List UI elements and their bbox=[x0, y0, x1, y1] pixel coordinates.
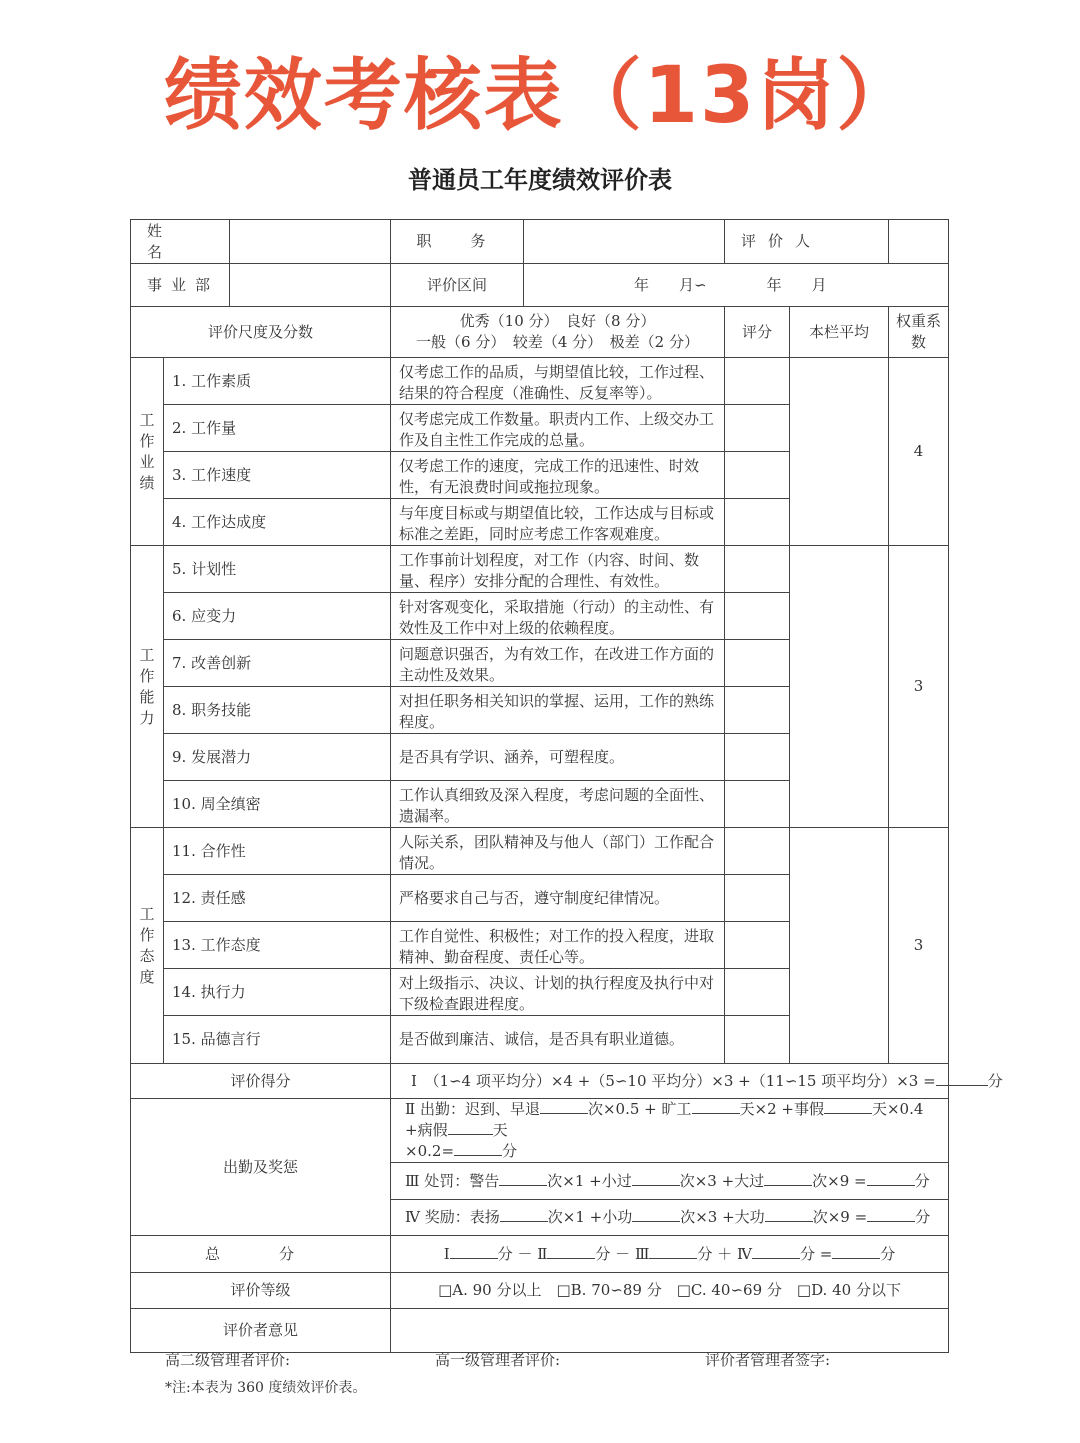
period-label: 评价区间 bbox=[391, 264, 524, 307]
group-label-attitude: 工 作 态 度 bbox=[131, 828, 164, 1064]
score-cell[interactable] bbox=[725, 1016, 790, 1064]
criterion-label: 9. 发展潜力 bbox=[164, 734, 391, 781]
evaluator-manager-signature: 评价者管理者签字: bbox=[705, 1351, 831, 1369]
score-cell[interactable] bbox=[725, 640, 790, 687]
criterion-label: 1. 工作素质 bbox=[164, 358, 391, 405]
criterion-description: 工作事前计划程度，对工作（内容、时间、数量、程序）安排分配的合理性、有效性。 bbox=[391, 546, 725, 593]
criterion-label: 8. 职务技能 bbox=[164, 687, 391, 734]
grade-label: 评价等级 bbox=[131, 1273, 391, 1309]
group-label-performance: 工 作 业 绩 bbox=[131, 358, 164, 546]
evaluator-field[interactable] bbox=[889, 220, 949, 264]
group-label-ability: 工 作 能 力 bbox=[131, 546, 164, 828]
criterion-description: 工作认真细致及深入程度，考虑问题的全面性、遗漏率。 bbox=[391, 781, 725, 828]
criterion-label: 11. 合作性 bbox=[164, 828, 391, 875]
score-cell[interactable] bbox=[725, 922, 790, 969]
criterion-description: 仅考虑工作的品质，与期望值比较，工作过程、结果的符合程度（准确性、反复率等）。 bbox=[391, 358, 725, 405]
period-value[interactable]: 年 月∽ 年 月 bbox=[524, 264, 949, 307]
name-label: 姓 名 bbox=[131, 220, 230, 264]
score-cell[interactable] bbox=[725, 969, 790, 1016]
total-label: 总 分 bbox=[131, 1236, 391, 1273]
criterion-description: 对上级指示、决议、计划的执行程度及执行中对下级检查跟进程度。 bbox=[391, 969, 725, 1016]
form-subtitle: 普通员工年度绩效评价表 bbox=[408, 166, 672, 194]
absent-blank[interactable] bbox=[692, 1099, 740, 1114]
opinion-label: 评价者意见 bbox=[131, 1309, 391, 1353]
score-cell[interactable] bbox=[725, 875, 790, 922]
total-i-blank[interactable] bbox=[450, 1244, 498, 1259]
evaluation-table bbox=[130, 219, 1003, 1353]
scale-label: 评价尺度及分数 bbox=[131, 307, 391, 358]
position-label: 职 务 bbox=[391, 220, 524, 264]
average-cell-ability[interactable] bbox=[790, 546, 889, 828]
page-title: 绩效考核表（13岗） bbox=[163, 51, 917, 141]
second-level-manager-signature: 高二级管理者评价: bbox=[165, 1351, 291, 1369]
weight-cell-ability: 3 bbox=[889, 546, 949, 828]
criterion-description: 严格要求自己与否，遵守制度纪律情况。 bbox=[391, 875, 725, 922]
personal-leave-blank[interactable] bbox=[824, 1099, 872, 1114]
criterion-label: 10. 周全缜密 bbox=[164, 781, 391, 828]
weight-cell-attitude: 3 bbox=[889, 828, 949, 1064]
criterion-description: 仅考虑工作的速度，完成工作的迅速性、时效性，有无浪费时间或拖拉现象。 bbox=[391, 452, 725, 499]
total-ii-blank[interactable] bbox=[547, 1244, 595, 1259]
penalty-result-blank[interactable] bbox=[867, 1171, 915, 1186]
criterion-label: 12. 责任感 bbox=[164, 875, 391, 922]
total-iv-blank[interactable] bbox=[752, 1244, 800, 1259]
criterion-description: 与年度目标或与期望值比较，工作达成与目标或标准之差距，同时应考虑工作客观难度。 bbox=[391, 499, 725, 546]
attendance-line: Ⅱ 出勤：迟到、早退 次×0.5 + 旷工 天×2 +事假 天×0.4 +病假 天 ×0.2= 分 bbox=[391, 1099, 949, 1163]
score-cell[interactable] bbox=[725, 499, 790, 546]
score-cell[interactable] bbox=[725, 828, 790, 875]
reward-result-blank[interactable] bbox=[867, 1207, 915, 1222]
late-blank[interactable] bbox=[540, 1099, 588, 1114]
dept-label: 事业部 bbox=[131, 264, 230, 307]
score-formula: Ⅰ （1∽4 项平均分）×4 +（5∽10 平均分）×3 +（11∽15 项平均分）×3 = 分 bbox=[391, 1064, 949, 1099]
scale-line-1: 优秀（10 分） 良好（8 分） bbox=[459, 312, 656, 330]
footnote: *注:本表为 360 度绩效评价表。 bbox=[165, 1380, 367, 1396]
average-cell-attitude[interactable] bbox=[790, 828, 889, 1064]
total-iii-blank[interactable] bbox=[649, 1244, 697, 1259]
evaluator-label: 评价人 bbox=[725, 220, 889, 264]
score-cell[interactable] bbox=[725, 358, 790, 405]
weight-cell-performance: 4 bbox=[889, 358, 949, 546]
scale-line-2: 一般（6 分） 较差（4 分） 极差（2 分） bbox=[416, 333, 699, 351]
reward-line: Ⅳ 奖励：表扬 次×1 +小功 次×3 +大功 次×9 = 分 bbox=[391, 1200, 949, 1236]
grade-options[interactable]: □A. 90 分以上 □B. 70∽89 分 □C. 40∽69 分 □D. 40 分以下 bbox=[391, 1273, 949, 1309]
criterion-label: 13. 工作态度 bbox=[164, 922, 391, 969]
criterion-description: 仅考虑完成工作数量。职责内工作、上级交办工作及自主性工作完成的总量。 bbox=[391, 405, 725, 452]
minor-merit-blank[interactable] bbox=[632, 1207, 680, 1222]
attendance-result-blank[interactable] bbox=[454, 1141, 502, 1156]
criterion-label: 15. 品德言行 bbox=[164, 1016, 391, 1064]
average-cell-performance[interactable] bbox=[790, 358, 889, 546]
criterion-label: 4. 工作达成度 bbox=[164, 499, 391, 546]
name-field[interactable] bbox=[230, 220, 391, 264]
first-level-manager-signature: 高一级管理者评价: bbox=[435, 1351, 561, 1369]
penalty-line: Ⅲ 处罚：警告 次×1 +小过 次×3 +大过 次×9 = 分 bbox=[391, 1163, 949, 1200]
criterion-description: 是否具有学识、涵养，可塑程度。 bbox=[391, 734, 725, 781]
total-formula: Ⅰ 分 － Ⅱ 分 － Ⅲ 分 ＋ Ⅳ 分 = 分 bbox=[391, 1236, 949, 1273]
total-result-blank[interactable] bbox=[832, 1244, 880, 1259]
average-header: 本栏平均 bbox=[790, 307, 889, 358]
praise-blank[interactable] bbox=[500, 1207, 548, 1222]
position-field[interactable] bbox=[524, 220, 725, 264]
score-total-label: 评价得分 bbox=[131, 1064, 391, 1099]
criterion-description: 对担任职务相关知识的掌握、运用，工作的熟练程度。 bbox=[391, 687, 725, 734]
criterion-description: 针对客观变化，采取措施（行动）的主动性、有效性及工作中对上级的依赖程度。 bbox=[391, 593, 725, 640]
criterion-description: 人际关系，团队精神及与他人（部门）工作配合情况。 bbox=[391, 828, 725, 875]
criterion-description: 是否做到廉洁、诚信，是否具有职业道德。 bbox=[391, 1016, 725, 1064]
major-demerit-blank[interactable] bbox=[764, 1171, 812, 1186]
opinion-field[interactable] bbox=[391, 1309, 949, 1353]
weight-header: 权重系数 bbox=[889, 307, 949, 358]
score-cell[interactable] bbox=[725, 546, 790, 593]
criterion-label: 2. 工作量 bbox=[164, 405, 391, 452]
score-cell[interactable] bbox=[725, 593, 790, 640]
score-cell[interactable] bbox=[725, 781, 790, 828]
minor-demerit-blank[interactable] bbox=[632, 1171, 680, 1186]
dept-field[interactable] bbox=[230, 264, 391, 307]
criterion-description: 问题意识强否，为有效工作，在改进工作方面的主动性及效果。 bbox=[391, 640, 725, 687]
score-blank[interactable] bbox=[936, 1071, 988, 1086]
sick-leave-blank[interactable] bbox=[448, 1120, 493, 1135]
score-cell[interactable] bbox=[725, 687, 790, 734]
score-cell[interactable] bbox=[725, 452, 790, 499]
score-cell[interactable] bbox=[725, 734, 790, 781]
score-cell[interactable] bbox=[725, 405, 790, 452]
warning-blank[interactable] bbox=[499, 1171, 547, 1186]
criterion-label: 5. 计划性 bbox=[164, 546, 391, 593]
score-header: 评分 bbox=[725, 307, 790, 358]
criterion-label: 7. 改善创新 bbox=[164, 640, 391, 687]
scale-description bbox=[391, 307, 725, 358]
attendance-label: 出勤及奖惩 bbox=[131, 1099, 391, 1236]
criterion-label: 3. 工作速度 bbox=[164, 452, 391, 499]
criterion-description: 工作自觉性、积极性；对工作的投入程度，进取精神、勤奋程度、责任心等。 bbox=[391, 922, 725, 969]
criterion-label: 14. 执行力 bbox=[164, 969, 391, 1016]
criterion-label: 6. 应变力 bbox=[164, 593, 391, 640]
major-merit-blank[interactable] bbox=[765, 1207, 813, 1222]
